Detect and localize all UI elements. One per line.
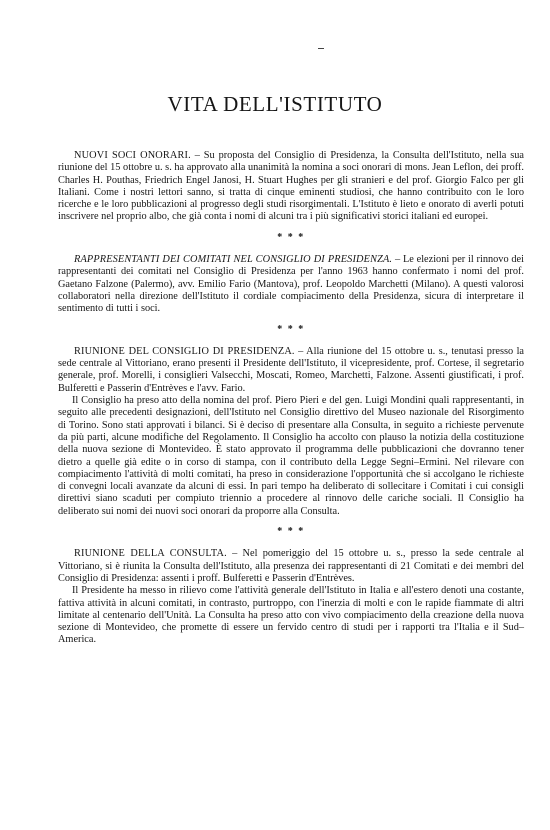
- section-riunione-consulta: [58, 548, 524, 585]
- section-riunione-consiglio: [58, 346, 524, 395]
- separator: * * *: [277, 231, 305, 243]
- page-mark: [318, 48, 324, 49]
- section-text: – Su proposta del Consiglio di Presidenza, la Consulta dell'Istituto, nella sua riunione del 15 ottobre u. s. ha approvato alla unanimità la nomina a soci onorari di mons. Jean Leflon, dei proff. Charles H. Pouthas, Friedrich Engel Janosi, H. Stuart Hughes per gli stranieri e del prof. Giorgio Falco per gli Italiani. Come i nostri lettori sanno, si tratta di cinque eminenti studiosi, che hanno contribuito con le loro ricerche e le loro pubblicazioni al progresso degli studi risorgimentali. L'Istituto è lieto e onorato di averli potuti inscrivere nel proprio albo, che già conta i nomi di alcuni tra i più significativi storici italiani ed europei.: [58, 150, 524, 223]
- separator: * * *: [277, 323, 305, 335]
- paragraph: Il Consiglio ha preso atto della nomina del prof. Piero Pieri e del gen. Luigi Mondini quali rappresentanti, in seguito alle precedenti designazioni, dell'Istituto nel Consiglio direttivo del Museo nazionale del Risorgimento di Torino. Sono stati approvati i bilanci. Si è deciso di presentare alla Consulta, in seguito a richieste pervenute da più parti, alcune modifiche del Regolamento. Il Consiglio ha accolto con plauso la notizia della costituzione della nuova sezione di Montevideo. È stato approvato il programma delle pubblicazioni che dovranno tener dietro a quelle già edite o in corso di stampa, con il contributo della Legge Segni–Ermini. Nel rilevare con compiacimento l'attività di molti comitati, ha preso in considerazione l'opportunità che si accolgano le richieste di convegni locali avanzate da alcuni di essi. In pari tempo ha deliberato di sollecitare i Comitati i cui consigli direttivi siano scaduti per compiuto triennio a procedere al rinnovo delle cariche sociali. Il Consiglio ha deliberato sui nomi dei nuovi soci onorari da proporre alla Consulta.: [58, 395, 524, 517]
- section-heading: RIUNIONE DEL CONSIGLIO DI PRESIDENZA.: [74, 345, 295, 357]
- section-text: – Le elezioni per il rinnovo dei rappresentanti dei comitati nel Consiglio di Presidenza per l'anno 1963 hanno confermato i nomi del prof. Gaetano Falzone (Palermo), avv. Emilio Fario (Mantova), prof. Leopoldo Marchetti (Milano). A questi valorosi collaboratori nella direzione dell'Istituto il cordiale compiacimento della Presidenza, sicura di interpretare il sentimento di tutti i soci.: [58, 254, 524, 315]
- article-body: [58, 150, 524, 647]
- section-rappresentanti: [58, 254, 524, 315]
- section-heading: RIUNIONE DELLA CONSULTA.: [74, 548, 227, 560]
- section-text: – Nel pomeriggio del 15 ottobre u. s., presso la sede centrale al Vittoriano, si è riunita la Consulta dell'Istituto, alla presenza dei rappresentanti di 21 Comitati e dei membri del Consiglio di Presidenza: assenti i proff. Bulferetti e Passerin d'Entrèves.: [58, 548, 524, 584]
- section-text: – Alla riunione del 15 ottobre u. s., tenutasi presso la sede centrale al Vittoriano, erano presenti il Presidente dell'Istituto, il vicepresidente, prof. Cortese, il segretario generale, prof. Morelli, i consiglieri Valsecchi, Moscati, Romeo, Marchetti, Falzone. Assenti giustificati, i prof. Bulferetti e Passerin d'Entrèves e l'avv. Fario.: [58, 345, 525, 394]
- paragraph: Il Presidente ha messo in rilievo come l'attività generale dell'Istituto in Italia e all'estero denoti una costante, fattiva attività in alcuni comitati, in contrasto, purtroppo, con l'inerzia di molti e con le rapide fiammate di altri limitate al centenario dell'Unità. La Consulta ha preso atto con vivo compiacimento della creazione della nuova sezione di Montevideo, che promette di essere un fervido centro di studi per i rapporti tra l'Italia e il Sud–America.: [58, 585, 524, 646]
- section-heading: RAPPRESENTANTI DEI COMITATI NEL CONSIGLIO DI PRESIDENZA.: [74, 254, 393, 266]
- separator: * * *: [277, 526, 305, 538]
- section-heading: NUOVI SOCI ONORARI.: [74, 150, 191, 161]
- section-nuovi-soci: [58, 150, 524, 224]
- page-title: VITA DELL'ISTITUTO: [167, 92, 383, 116]
